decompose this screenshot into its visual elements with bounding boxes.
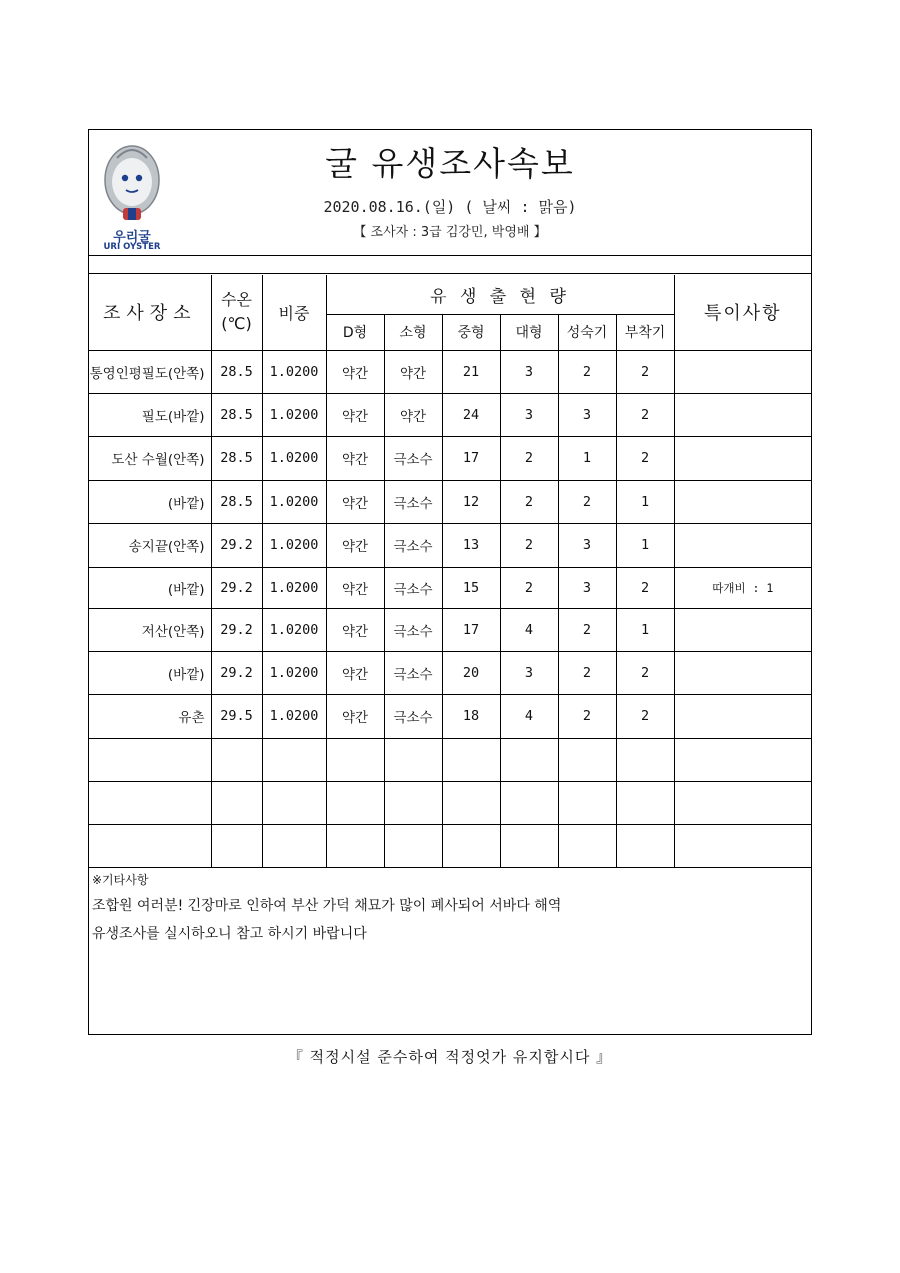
cell-small: 극소수 — [384, 523, 442, 567]
cell-attach: 1 — [616, 480, 674, 523]
empty-cell — [326, 781, 384, 824]
cell-large: 2 — [500, 436, 558, 480]
cell-medium: 20 — [442, 651, 500, 694]
empty-cell — [674, 738, 811, 781]
logo-subtitle: URI OYSTER — [103, 242, 161, 252]
table-row — [89, 436, 811, 480]
empty-cell — [211, 738, 262, 781]
report-header — [89, 130, 811, 255]
col-header-attach: 부착기 — [616, 314, 674, 350]
cell-density: 1.0200 — [262, 567, 326, 608]
cell-medium: 21 — [442, 350, 500, 393]
cell-small: 약간 — [384, 393, 442, 436]
cell-attach: 1 — [616, 608, 674, 651]
date-weather-line: 2020.08.16.(일) ( 날씨 : 맑음) — [323, 198, 577, 216]
cell-mature: 2 — [558, 651, 616, 694]
empty-cell — [674, 781, 811, 824]
cell-large: 3 — [500, 651, 558, 694]
empty-cell — [89, 738, 211, 781]
empty-cell — [384, 781, 442, 824]
table-row — [89, 393, 811, 436]
empty-cell — [442, 738, 500, 781]
investigator-line: 【 조사자 : 3급 김강민, 박영배 】 — [353, 225, 547, 240]
col-header-medium: 중형 — [442, 314, 500, 350]
empty-cell — [616, 781, 674, 824]
cell-note — [674, 393, 811, 436]
cell-d-type: 약간 — [326, 523, 384, 567]
empty-cell — [558, 781, 616, 824]
remarks-section — [89, 869, 811, 1035]
empty-cell — [500, 738, 558, 781]
cell-density: 1.0200 — [262, 393, 326, 436]
empty-cell — [674, 824, 811, 867]
page-title: 굴 유생조사속보 — [325, 144, 575, 183]
empty-cell — [442, 824, 500, 867]
cell-large: 3 — [500, 393, 558, 436]
cell-temp: 29.2 — [211, 651, 262, 694]
cell-note — [674, 523, 811, 567]
cell-density: 1.0200 — [262, 608, 326, 651]
empty-cell — [558, 738, 616, 781]
cell-small: 극소수 — [384, 608, 442, 651]
remarks-line-2: 유생조사를 실시하오니 참고 하시기 바랍니다 — [92, 926, 367, 942]
cell-temp: 29.5 — [211, 694, 262, 738]
cell-d-type: 약간 — [326, 436, 384, 480]
cell-small: 극소수 — [384, 480, 442, 523]
empty-cell — [326, 824, 384, 867]
cell-small: 극소수 — [384, 436, 442, 480]
cell-large: 4 — [500, 608, 558, 651]
empty-cell — [89, 781, 211, 824]
cell-temp: 28.5 — [211, 436, 262, 480]
cell-mature: 2 — [558, 480, 616, 523]
empty-cell — [262, 738, 326, 781]
cell-d-type: 약간 — [326, 393, 384, 436]
empty-cell — [442, 781, 500, 824]
cell-note — [674, 608, 811, 651]
cell-temp: 28.5 — [211, 480, 262, 523]
empty-cell — [326, 738, 384, 781]
col-header-site: 조사장소 — [89, 275, 211, 350]
cell-large: 2 — [500, 480, 558, 523]
cell-note: 따개비 : 1 — [674, 567, 811, 608]
cell-attach: 2 — [616, 567, 674, 608]
table-row — [89, 350, 811, 393]
cell-d-type: 약간 — [326, 350, 384, 393]
cell-site: 통영인평필도(안쪽) — [89, 350, 211, 393]
cell-site: 필도(바깥) — [89, 393, 211, 436]
survey-table — [89, 275, 811, 868]
empty-cell — [211, 824, 262, 867]
cell-small: 극소수 — [384, 651, 442, 694]
table-row — [89, 608, 811, 651]
cell-temp: 28.5 — [211, 350, 262, 393]
cell-site: 유촌 — [89, 694, 211, 738]
cell-site: 저산(안쪽) — [89, 608, 211, 651]
remarks-label: ※기타사항 — [92, 873, 149, 887]
empty-cell — [558, 824, 616, 867]
cell-temp: 28.5 — [211, 393, 262, 436]
cell-medium: 13 — [442, 523, 500, 567]
table-row — [89, 651, 811, 694]
cell-site: (바깥) — [89, 567, 211, 608]
cell-temp: 29.2 — [211, 608, 262, 651]
header-divider — [89, 255, 811, 274]
col-header-mature: 성숙기 — [558, 314, 616, 350]
cell-large: 3 — [500, 350, 558, 393]
empty-cell — [384, 824, 442, 867]
cell-density: 1.0200 — [262, 523, 326, 567]
logo-wordmark: 우리굴 — [113, 230, 151, 245]
cell-density: 1.0200 — [262, 350, 326, 393]
cell-attach: 2 — [616, 436, 674, 480]
cell-temp: 29.2 — [211, 567, 262, 608]
cell-density: 1.0200 — [262, 436, 326, 480]
col-header-d-type: D형 — [326, 314, 384, 350]
empty-cell — [500, 781, 558, 824]
cell-d-type: 약간 — [326, 651, 384, 694]
cell-mature: 2 — [558, 350, 616, 393]
col-header-small: 소형 — [384, 314, 442, 350]
cell-d-type: 약간 — [326, 567, 384, 608]
empty-cell — [616, 738, 674, 781]
cell-site: 도산 수월(안쪽) — [89, 436, 211, 480]
cell-mature: 3 — [558, 523, 616, 567]
cell-medium: 17 — [442, 608, 500, 651]
table-row — [89, 694, 811, 738]
cell-attach: 2 — [616, 350, 674, 393]
cell-temp: 29.2 — [211, 523, 262, 567]
cell-large: 2 — [500, 567, 558, 608]
cell-mature: 3 — [558, 393, 616, 436]
cell-d-type: 약간 — [326, 608, 384, 651]
empty-cell — [384, 738, 442, 781]
cell-large: 2 — [500, 523, 558, 567]
empty-table-row — [89, 781, 811, 824]
col-header-density: 비중 — [262, 275, 326, 350]
cell-note — [674, 651, 811, 694]
cell-attach: 2 — [616, 393, 674, 436]
empty-table-row — [89, 824, 811, 867]
cell-mature: 2 — [558, 608, 616, 651]
cell-medium: 12 — [442, 480, 500, 523]
empty-cell — [500, 824, 558, 867]
cell-note — [674, 436, 811, 480]
table-row — [89, 480, 811, 523]
cell-medium: 18 — [442, 694, 500, 738]
cell-attach: 2 — [616, 651, 674, 694]
cell-small: 극소수 — [384, 567, 442, 608]
table-row — [89, 523, 811, 567]
empty-cell — [89, 824, 211, 867]
empty-table-row — [89, 738, 811, 781]
table-row — [89, 567, 811, 608]
report-frame — [88, 129, 812, 1035]
cell-large: 4 — [500, 694, 558, 738]
cell-note — [674, 480, 811, 523]
cell-attach: 1 — [616, 523, 674, 567]
cell-mature: 2 — [558, 694, 616, 738]
cell-site: (바깥) — [89, 651, 211, 694]
cell-small: 극소수 — [384, 694, 442, 738]
cell-d-type: 약간 — [326, 694, 384, 738]
empty-cell — [262, 781, 326, 824]
cell-mature: 1 — [558, 436, 616, 480]
cell-medium: 15 — [442, 567, 500, 608]
col-header-large: 대형 — [500, 314, 558, 350]
cell-d-type: 약간 — [326, 480, 384, 523]
col-header-notes: 특이사항 — [674, 275, 811, 350]
cell-density: 1.0200 — [262, 651, 326, 694]
cell-density: 1.0200 — [262, 694, 326, 738]
cell-site: (바깥) — [89, 480, 211, 523]
footer-slogan: 『 적정시설 준수하여 적정엇가 유지합시다 』 — [287, 1048, 613, 1066]
cell-site: 송지끝(안쪽) — [89, 523, 211, 567]
remarks-line-1: 조합원 여러분! 긴장마로 인하여 부산 가덕 채묘가 많이 폐사되어 서바다 해역 — [92, 898, 562, 914]
cell-mature: 3 — [558, 567, 616, 608]
cell-attach: 2 — [616, 694, 674, 738]
empty-cell — [616, 824, 674, 867]
cell-medium: 17 — [442, 436, 500, 480]
cell-medium: 24 — [442, 393, 500, 436]
empty-cell — [262, 824, 326, 867]
cell-small: 약간 — [384, 350, 442, 393]
cell-note — [674, 350, 811, 393]
empty-cell — [211, 781, 262, 824]
col-header-larvae-group: 유 생 출 현 량 — [326, 275, 674, 314]
cell-density: 1.0200 — [262, 480, 326, 523]
col-header-temp: 수온 (℃) — [211, 275, 262, 350]
cell-note — [674, 694, 811, 738]
